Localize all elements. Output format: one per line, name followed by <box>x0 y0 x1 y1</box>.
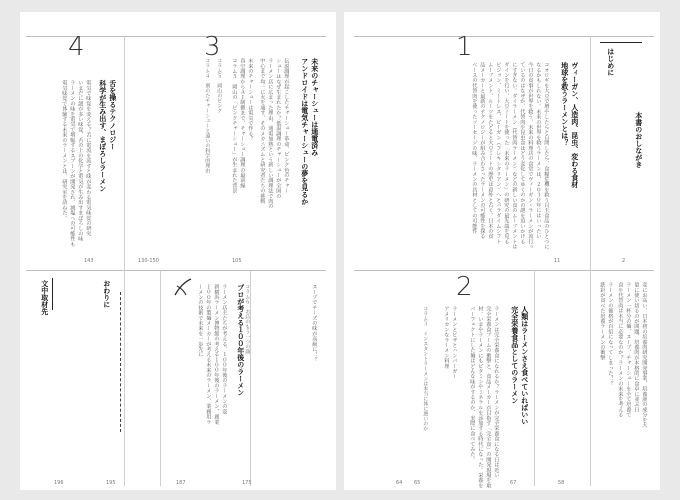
refs-title: 文中取材先 <box>40 280 49 315</box>
page-number: 105 <box>232 258 242 264</box>
section-body: ムーブメント、ルーツをたどると大豆ミートの歴史は意外と古く、日本の食 <box>487 62 494 239</box>
section-title: 人類はラーメンさえ食べていればいい <box>520 306 529 425</box>
section-body: ラーメン店に広まった理由、通電加熱という新しい調理法で肉の <box>267 58 274 209</box>
section-body: 材。いまやラーメンにもビタミンやミネラルを添加する時代になった。栄養を <box>477 306 484 488</box>
page-number: 67 <box>510 480 517 486</box>
column-divider <box>124 270 125 486</box>
page-number: 196 <box>54 480 64 486</box>
section-number: 3 <box>204 32 221 62</box>
section-number: 4 <box>68 32 85 62</box>
left-page <box>20 12 336 490</box>
section-body: なるかもしれない。未来の世界を救うラーメンは、２０３０年にはいったい <box>535 62 542 239</box>
section-body: 新横浜ラーメン博物館の考える１００年後のラーメン、創業 <box>213 284 220 425</box>
section-sub: ラーメンとピザとハンバーガー <box>451 306 458 379</box>
page-number: 130-150 <box>138 258 159 264</box>
pen-icon <box>172 276 194 298</box>
section-body: １００年の製麺メーカーが考える未来のラーメン、業務用ラ <box>205 284 212 425</box>
section-subtitle: 完全栄養食品としてのラーメン <box>510 306 519 404</box>
decorative-rule <box>120 292 121 432</box>
section-subtitle: 地球を救うラーメンとは？ <box>560 62 569 146</box>
section-body: 伝説調理が起こしたチャーシュー革命、ピンク色のチャー <box>283 58 290 194</box>
page-number: 175 <box>242 480 252 486</box>
section-title: 未来のチャーシューは通電済み <box>310 58 319 156</box>
section-subtitle: アンドロイドは電気チャーシューの夢を見るか <box>300 58 309 205</box>
section-marker <box>600 42 642 43</box>
page-number: 143 <box>84 258 94 264</box>
section-body: シューはなぜ生まれたか？低温調理のチャーシューが全国の <box>275 58 282 199</box>
section-body: 完全栄養食ブームの衝撃と、食品メーカーが目指す「完全食」の開発現場を取 <box>485 306 492 488</box>
column-label: コラム４ 剤のたチャーシューと遠いの科学的理由 <box>204 58 211 173</box>
outro-title: おわりに <box>102 280 111 308</box>
section-body: ているのはなぜか、代替肉や昆虫食はどう変化してゆくのかの謎を追いかける <box>519 62 526 244</box>
right-page <box>344 12 660 490</box>
section-body: ーメンの技術で未来を一歩先に <box>197 284 204 357</box>
section-body: 今日の食事が世界を救う、未来の料理店の食堂でヴィーガン・ラーメンが流行っ <box>527 62 534 250</box>
page-number: 2 <box>622 258 626 264</box>
intro-body: ラーメン一杯分の麺、スープ、チャーシューを全て培養で <box>625 282 632 418</box>
section-body: ラーメン店主たちが考える、１００年後のラーメンの姿 <box>221 284 228 414</box>
section-body: 未来のチャーシューは電気で作る？ <box>247 58 254 142</box>
section-body: ピジョン、ミートレス、ビーガン（フレキシタリアン）へとパラダイムシフト <box>495 62 502 244</box>
section-body: パーフェクトにした麺はどんな味がするのか、実際に食べてみた。 <box>469 306 476 462</box>
contents-title: 本書のおしながき <box>634 112 643 168</box>
column-divider <box>590 36 591 486</box>
section-title: ヴィーガン、人造肉、昆虫、変わる食材 <box>570 62 579 188</box>
section-body: 中心まで均一に火を通す、そのメカニズムと研究者たちの挑戦 <box>259 58 266 204</box>
top-rule <box>354 36 654 37</box>
section-body: 電気で味覚を変える？舌に電流を流すと味が変わる電気味覚の研究 <box>85 80 92 236</box>
page-number: 11 <box>554 258 561 264</box>
section-body: コオロギを大豆で増やしたらと自問したら、食糧危機を救う目玉食品のひとつに <box>543 62 550 250</box>
page-number: 187 <box>176 480 186 486</box>
page-number: 64 <box>396 480 403 486</box>
section-body: ラーメンは完全栄養食になれるか？ラーメンが完全栄養食になる日は近い <box>493 306 500 478</box>
column-label: コラム５ 岡山のピンク <box>216 58 223 113</box>
intro-body: ラーメンの価格が百倍になってしまった！？ <box>607 282 614 386</box>
intro-body: 鉄彩が食べた培養ラーメンの衝撃 <box>599 282 606 360</box>
section-title: プロが考える１００年後のラーメン <box>236 284 245 396</box>
section-sub: スープでチーズの味が高級に！？ <box>311 284 318 362</box>
column-divider <box>124 36 125 270</box>
column-divider <box>534 270 535 486</box>
intro-body: 食や代替肉は本当に必要なのか？ラーメンの未来を考える <box>617 282 624 418</box>
section-number: 2 <box>456 272 473 302</box>
section-body: 真空調理からＡＩ制御まで、チャーシュー調理の最前線 <box>239 58 246 188</box>
section-body: コラム５ 岡山の「ピンクチャーシュー」が生まれた背景 <box>231 58 238 194</box>
section-sub: アメリカンなラーメン料理 <box>443 306 450 369</box>
section-body: にすぎない。ダイラーメン（代替肉ラーメン）などの新しい食のムーブメントは <box>511 62 518 250</box>
section-body: 電気味覚で体験する未来のラーメンとは、研究室を訪ねた。 <box>61 80 68 221</box>
column-label: コラム６ お店のもう一つの顔 <box>244 284 251 354</box>
intro-body: 量に使い切るのが問題、培養肉が本格的に食卓に並ぶ日 <box>633 282 640 412</box>
mid-rule <box>26 270 326 271</box>
section-title: 舌を操るテクノロジー <box>108 80 117 150</box>
section-body: 品メーカーと最新のテクノロジーが組み合わさったラーメンの可能性を探る <box>479 62 486 239</box>
page-number: 65 <box>414 480 421 486</box>
column-label: コラム３ インスタントラーメンは本当に体に悪いのか <box>422 306 429 431</box>
page-number: 58 <box>558 480 565 486</box>
section-subtitle: 科学が生み出す、まぼろしラーメン <box>98 80 107 192</box>
section-number: 1 <box>456 32 473 62</box>
section-marker <box>52 278 53 310</box>
section-body: ベースの代替肉を使ったソーセージの味、ラーメンの具材としての可能性 <box>471 62 478 234</box>
mid-rule <box>354 270 654 271</box>
section-body: ラーメンの味を電気で増幅するスプーンが開発され、減塩への可能性も <box>69 80 76 247</box>
column-divider <box>160 270 161 486</box>
section-body: ダインを行い、大豆ミートを使った「未来のラーメン」の研究の最先端を見る <box>503 62 510 244</box>
section-body: いまだに謎が多い味覚、舌の上の化学と電気が生み出すまぼろしの味 <box>77 80 84 242</box>
intro-title: はじめに <box>606 48 615 76</box>
page-number: 195 <box>106 480 116 486</box>
intro-body: 変にお高い、日本初の培養肉研究開発事業、培養液の成分を大 <box>641 282 648 428</box>
